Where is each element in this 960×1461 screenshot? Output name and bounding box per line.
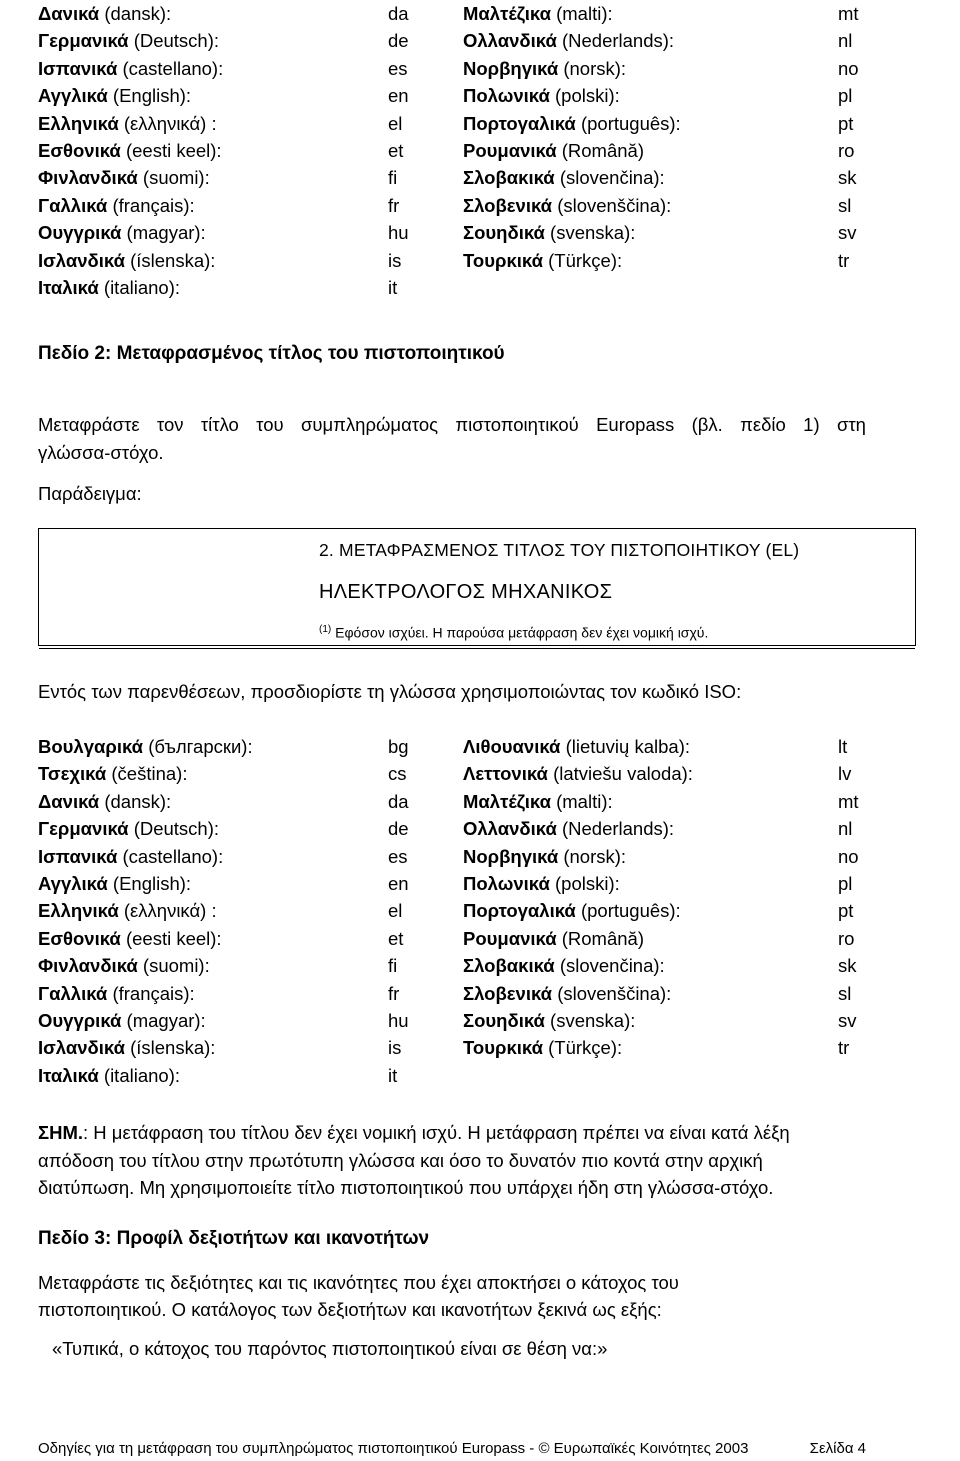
language-code-left: en xyxy=(388,872,409,894)
language-native-name: (čeština): xyxy=(111,763,188,785)
word: 1) xyxy=(803,414,820,435)
language-code-right: sk xyxy=(838,955,857,977)
example-box-title: 2. ΜΕΤΑΦΡΑΣΜΕΝΟΣ ΤΙΤΛΟΣ ΤΟΥ ΠΙΣΤΟΠΟΙΗΤΙΚΟΥ (EL) xyxy=(319,540,800,560)
language-name-greek: Πορτογαλικά xyxy=(463,900,576,922)
word: τον xyxy=(156,414,184,435)
language-name-left xyxy=(38,843,223,870)
language-name-greek: Δανικά xyxy=(38,790,100,812)
language-name-left xyxy=(38,274,180,301)
language-native-name: (eesti keel): xyxy=(125,927,222,949)
language-name-greek: Ιταλικά xyxy=(38,1064,99,1086)
language-name-left xyxy=(38,815,219,842)
language-code-right: sk xyxy=(838,167,857,189)
language-name-right xyxy=(463,815,674,842)
language-row xyxy=(38,897,868,924)
language-native-name: (íslenska): xyxy=(130,249,216,271)
language-name-left xyxy=(38,27,219,54)
language-row xyxy=(38,247,868,274)
language-name-greek: Φινλανδικά xyxy=(38,167,138,189)
field2-heading: Πεδίο 2: Μεταφρασμένος τίτλος του πιστοποιητικού xyxy=(38,343,505,364)
language-code-right: sl xyxy=(838,194,852,216)
bottom-language-table xyxy=(38,733,868,1089)
language-native-name: (malti): xyxy=(556,3,613,24)
language-name-greek: Ολλανδικά xyxy=(463,818,557,840)
language-row xyxy=(38,27,868,54)
language-name-greek: Λιθουανικά xyxy=(463,736,561,757)
language-native-name: (íslenska): xyxy=(130,1037,216,1059)
language-name-greek: Ελληνικά xyxy=(38,112,119,134)
language-code-left: fi xyxy=(388,955,398,977)
language-name-right xyxy=(463,1007,635,1034)
language-native-name: (dansk): xyxy=(104,3,172,24)
language-name-left xyxy=(38,1034,215,1061)
language-name-left xyxy=(38,733,253,760)
language-row xyxy=(38,219,868,246)
field3-line1: Μεταφράστε τις δεξιότητες και τις ικανότητες που έχει αποκτήσει ο κάτοχος του xyxy=(38,1272,679,1293)
language-name-greek: Σλοβακικά xyxy=(463,955,555,977)
language-name-greek: Ουγγρικά xyxy=(38,222,122,244)
language-native-name: (dansk): xyxy=(104,790,172,812)
language-name-greek: Ισπανικά xyxy=(38,57,118,79)
language-native-name: (français): xyxy=(112,194,195,216)
language-native-name: (Türkçe): xyxy=(548,249,623,271)
language-native-name: (português): xyxy=(580,900,681,922)
language-name-greek: Λεττονικά xyxy=(463,763,548,785)
language-name-greek: Γερμανικά xyxy=(38,30,129,52)
language-code-left: bg xyxy=(388,736,409,757)
language-native-name: (norsk): xyxy=(563,57,627,79)
language-name-greek: Γαλλικά xyxy=(38,194,108,216)
language-native-name: (castellano): xyxy=(122,845,224,867)
language-native-name: (português): xyxy=(580,112,681,134)
word: (βλ. xyxy=(691,414,723,435)
language-name-greek: Ισπανικά xyxy=(38,845,118,867)
language-name-greek: Σουηδικά xyxy=(463,1009,545,1031)
language-name-right xyxy=(463,27,674,54)
example-box xyxy=(38,528,916,646)
language-code-right: lv xyxy=(838,763,852,785)
language-name-greek: Μαλτέζικα xyxy=(463,790,551,812)
language-row xyxy=(38,925,868,952)
field2-paragraph-line1 xyxy=(38,411,866,438)
language-row xyxy=(38,110,868,137)
language-native-name: (English): xyxy=(112,872,192,894)
language-code-left: da xyxy=(388,790,409,812)
language-native-name: (Română) xyxy=(561,139,644,161)
language-name-greek: Ολλανδικά xyxy=(463,30,557,52)
language-name-left xyxy=(38,925,222,952)
language-name-right xyxy=(463,925,644,952)
language-native-name: (English): xyxy=(112,85,192,107)
language-name-greek: Πολωνικά xyxy=(463,85,550,107)
language-code-right: mt xyxy=(838,790,859,812)
language-name-greek: Αγγλικά xyxy=(38,872,108,894)
language-row xyxy=(38,137,868,164)
language-code-right: mt xyxy=(838,3,859,24)
language-name-left xyxy=(38,55,223,82)
language-native-name: (ελληνικά) : xyxy=(123,900,217,922)
language-name-greek: Μαλτέζικα xyxy=(463,3,551,24)
language-name-right xyxy=(463,843,626,870)
language-row xyxy=(38,843,868,870)
field3-heading: Πεδίο 3: Προφίλ δεξιοτήτων και ικανοτήτων xyxy=(38,1228,430,1249)
language-native-name: (castellano): xyxy=(122,57,224,79)
footnote-marker: (1) xyxy=(319,624,332,635)
language-name-left xyxy=(38,980,195,1007)
language-name-left xyxy=(38,952,210,979)
example-box-value: ΗΛΕΚΤΡΟΛΟΓΟΣ ΜΗΧΑΝΙΚΟΣ xyxy=(319,581,613,603)
word: τίτλο xyxy=(200,414,239,435)
language-code-left: de xyxy=(388,30,409,52)
language-name-greek: Δανικά xyxy=(38,3,100,24)
language-name-greek: Ρουμανικά xyxy=(463,927,557,949)
language-name-right xyxy=(463,1034,622,1061)
word: συμπληρώματος xyxy=(300,414,439,435)
language-row xyxy=(38,760,868,787)
language-native-name: (polski): xyxy=(555,872,620,894)
language-name-right xyxy=(463,192,671,219)
language-name-left xyxy=(38,760,187,787)
language-code-right: sv xyxy=(838,1009,857,1031)
language-native-name: (Nederlands): xyxy=(561,30,675,52)
language-native-name: (Română) xyxy=(561,927,644,949)
word: του xyxy=(256,414,284,435)
language-code-left: fi xyxy=(388,167,398,189)
language-name-greek: Αγγλικά xyxy=(38,85,108,107)
language-code-left: es xyxy=(388,57,408,79)
language-row xyxy=(38,1034,868,1061)
word: στη xyxy=(836,414,866,435)
language-row xyxy=(38,980,868,1007)
language-code-left: it xyxy=(388,276,398,298)
language-code-right: nl xyxy=(838,818,853,840)
language-name-right xyxy=(463,760,693,787)
language-name-greek: Σλοβενικά xyxy=(463,194,553,216)
language-name-right xyxy=(463,247,622,274)
language-native-name: (français): xyxy=(112,982,195,1004)
language-name-left xyxy=(38,247,215,274)
language-native-name: (suomi): xyxy=(142,167,210,189)
language-native-name: (Nederlands): xyxy=(561,818,675,840)
language-native-name: (български): xyxy=(148,736,253,757)
language-code-left: da xyxy=(388,3,409,24)
language-code-left: is xyxy=(388,1037,402,1059)
language-name-right xyxy=(463,788,613,815)
language-code-right: ro xyxy=(838,139,855,161)
language-name-greek: Ιταλικά xyxy=(38,276,99,298)
language-name-right xyxy=(463,55,626,82)
language-native-name: (slovenčina): xyxy=(559,955,665,977)
language-name-greek: Τουρκικά xyxy=(463,249,543,271)
language-name-left xyxy=(38,192,195,219)
language-name-greek: Τουρκικά xyxy=(463,1037,543,1059)
language-code-right: ro xyxy=(838,927,855,949)
language-code-right: sl xyxy=(838,982,852,1004)
language-code-left: et xyxy=(388,139,404,161)
language-code-left: is xyxy=(388,249,402,271)
language-name-greek: Ελληνικά xyxy=(38,900,119,922)
language-native-name: (slovenščina): xyxy=(557,194,672,216)
language-native-name: (Deutsch): xyxy=(133,818,220,840)
language-code-left: et xyxy=(388,927,404,949)
language-row xyxy=(38,733,868,760)
language-code-right: no xyxy=(838,845,859,867)
note-line2: απόδοση του τίτλου στην πρωτότυπη γλώσσα και όσο το δυνατόν πιο κοντά στην αρχική xyxy=(38,1150,763,1171)
language-name-left xyxy=(38,164,210,191)
language-name-greek: Σλοβακικά xyxy=(463,167,555,189)
language-code-right: tr xyxy=(838,249,850,271)
language-native-name: (svenska): xyxy=(550,1009,636,1031)
note-label: ΣΗΜ. xyxy=(38,1122,84,1143)
language-code-right: pt xyxy=(838,900,854,922)
word: πιστοποιητικού xyxy=(455,414,579,435)
language-native-name: (Türkçe): xyxy=(548,1037,623,1059)
note-line3: διατύπωση. Μη χρησιμοποιείτε τίτλο πιστοποιητικού που υπάρχει ήδη στη γλώσσα-στόχο. xyxy=(38,1177,774,1198)
language-native-name: (svenska): xyxy=(550,222,636,244)
field2-paragraph-line2: γλώσσα-στόχο. xyxy=(38,442,164,463)
word: Europass xyxy=(596,414,675,435)
iso-instruction: Εντός των παρενθέσεων, προσδιορίστε τη γλώσσα χρησιμοποιώντας τον κωδικό ISO: xyxy=(38,681,742,702)
language-name-right xyxy=(463,0,613,27)
page-number: Σελίδα 4 xyxy=(809,1440,866,1457)
language-code-left: fr xyxy=(388,982,400,1004)
language-row xyxy=(38,164,868,191)
language-code-right: pl xyxy=(838,872,853,894)
language-name-left xyxy=(38,870,191,897)
language-name-right xyxy=(463,952,665,979)
language-name-right xyxy=(463,980,671,1007)
language-name-right xyxy=(463,870,620,897)
language-code-left: it xyxy=(388,1064,398,1086)
note-line1 xyxy=(38,1119,790,1146)
example-label: Παράδειγμα: xyxy=(38,483,142,504)
language-name-greek: Γαλλικά xyxy=(38,982,108,1004)
language-code-left: hu xyxy=(388,1009,409,1031)
language-code-right: pt xyxy=(838,112,854,134)
language-row xyxy=(38,274,868,301)
language-native-name: (eesti keel): xyxy=(125,139,222,161)
language-name-left xyxy=(38,0,171,27)
field3-quote: «Τυπικά, ο κάτοχος του παρόντος πιστοποιητικού είναι σε θέση να:» xyxy=(52,1338,608,1359)
language-native-name: (Deutsch): xyxy=(133,30,220,52)
language-code-right: lt xyxy=(838,736,848,757)
language-name-greek: Ισλανδικά xyxy=(38,1037,125,1059)
language-name-right xyxy=(463,110,681,137)
language-name-greek: Σλοβενικά xyxy=(463,982,553,1004)
language-name-greek: Νορβηγικά xyxy=(463,57,559,79)
language-row xyxy=(38,0,868,27)
word: πεδίο xyxy=(740,414,786,435)
language-native-name: (magyar): xyxy=(126,1009,206,1031)
language-code-left: cs xyxy=(388,763,407,785)
language-native-name: (norsk): xyxy=(563,845,627,867)
language-name-greek: Πορτογαλικά xyxy=(463,112,576,134)
language-name-left xyxy=(38,788,171,815)
language-native-name: (ελληνικά) : xyxy=(123,112,217,134)
language-code-right: pl xyxy=(838,85,853,107)
language-name-greek: Πολωνικά xyxy=(463,872,550,894)
example-box-note-text: Εφόσον ισχύει. Η παρούσα μετάφραση δεν έχει νομική ισχύ. xyxy=(335,624,709,641)
language-name-greek: Βουλγαρικά xyxy=(38,736,144,757)
language-native-name: (suomi): xyxy=(142,955,210,977)
note-line1-text: : Η μετάφραση του τίτλου δεν έχει νομική ισχύ. Η μετάφραση πρέπει να είναι κατά λέξη xyxy=(83,1122,790,1143)
language-name-left xyxy=(38,897,217,924)
language-row xyxy=(38,788,868,815)
language-name-left xyxy=(38,137,222,164)
language-name-left xyxy=(38,82,191,109)
language-native-name: (slovenčina): xyxy=(559,167,665,189)
language-code-right: tr xyxy=(838,1037,850,1059)
field3-line2: πιστοποιητικού. Ο κατάλογος των δεξιοτήτων και ικανοτήτων ξεκινά ως εξής: xyxy=(38,1299,662,1320)
language-row xyxy=(38,815,868,842)
language-name-right xyxy=(463,164,665,191)
language-code-left: de xyxy=(388,818,409,840)
language-name-left xyxy=(38,219,206,246)
language-name-greek: Ουγγρικά xyxy=(38,1009,122,1031)
language-native-name: (slovenščina): xyxy=(557,982,672,1004)
language-native-name: (polski): xyxy=(555,85,620,107)
example-box-note xyxy=(319,624,708,641)
language-code-left: el xyxy=(388,900,403,922)
language-native-name: (italiano): xyxy=(103,1064,180,1086)
language-row xyxy=(38,82,868,109)
word: Μεταφράστε xyxy=(38,414,140,435)
language-name-greek: Νορβηγικά xyxy=(463,845,559,867)
language-name-greek: Φινλανδικά xyxy=(38,955,138,977)
language-row xyxy=(38,870,868,897)
language-row xyxy=(38,55,868,82)
language-native-name: (malti): xyxy=(556,790,613,812)
language-code-left: hu xyxy=(388,222,409,244)
language-name-right xyxy=(463,137,644,164)
language-name-greek: Τσεχικά xyxy=(38,763,107,785)
footer-text: Οδηγίες για τη μετάφραση του συμπληρώματος πιστοποιητικού Europass - © Ευρωπαϊκές Κοινότητες 2003 xyxy=(38,1440,749,1457)
language-native-name: (magyar): xyxy=(126,222,206,244)
language-code-right: no xyxy=(838,57,859,79)
language-name-greek: Ισλανδικά xyxy=(38,249,125,271)
language-name-right xyxy=(463,733,690,760)
language-name-greek: Εσθονικά xyxy=(38,139,121,161)
language-name-left xyxy=(38,1007,206,1034)
language-code-left: en xyxy=(388,85,409,107)
language-row xyxy=(38,1062,868,1089)
language-row xyxy=(38,1007,868,1034)
language-native-name: (italiano): xyxy=(103,276,180,298)
language-name-greek: Ρουμανικά xyxy=(463,139,557,161)
language-row xyxy=(38,952,868,979)
language-code-left: es xyxy=(388,845,408,867)
language-code-left: fr xyxy=(388,194,400,216)
language-name-greek: Σουηδικά xyxy=(463,222,545,244)
language-native-name: (lietuvių kalba): xyxy=(565,736,690,757)
language-name-greek: Γερμανικά xyxy=(38,818,129,840)
language-code-right: sv xyxy=(838,222,857,244)
language-native-name: (latviešu valoda): xyxy=(553,763,693,785)
language-row xyxy=(38,192,868,219)
language-name-left xyxy=(38,110,217,137)
language-code-right: nl xyxy=(838,30,853,52)
top-language-table xyxy=(38,0,868,301)
language-name-right xyxy=(463,897,681,924)
language-name-right xyxy=(463,219,635,246)
language-name-right xyxy=(463,82,620,109)
language-name-left xyxy=(38,1062,180,1089)
language-code-left: el xyxy=(388,112,403,134)
language-name-greek: Εσθονικά xyxy=(38,927,121,949)
